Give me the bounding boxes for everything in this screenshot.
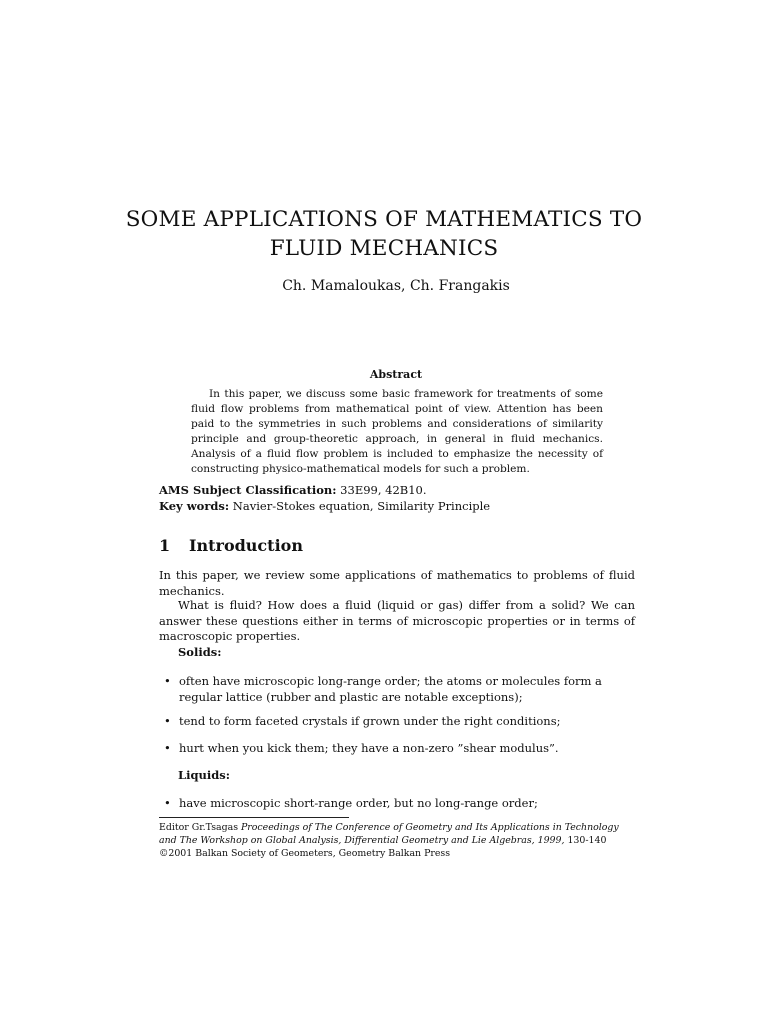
footnote-editor: Editor Gr.Tsagas bbox=[159, 822, 241, 833]
bullet-icon: • bbox=[164, 674, 171, 688]
bullet-icon: • bbox=[164, 741, 171, 755]
footnote-rule bbox=[159, 817, 349, 818]
liquids-label: Liquids: bbox=[178, 768, 230, 782]
footnote-copyright: ©2001 Balkan Society of Geometers, Geometry Balkan Press bbox=[159, 848, 451, 859]
section-heading bbox=[159, 536, 303, 555]
section-number: 1 bbox=[159, 536, 171, 555]
list-item: • often have microscopic long-range order; the atoms or molecules form a regular lattice (rubber and plastic are notable exceptions); bbox=[164, 674, 602, 704]
keywords-value: Navier-Stokes equation, Similarity Principle bbox=[229, 499, 491, 513]
section-title: Introduction bbox=[189, 536, 303, 555]
liquids-list bbox=[164, 796, 635, 812]
list-item: • tend to form faceted crystals if grown under the right conditions; bbox=[164, 714, 561, 728]
footnote-proceedings: Proceedings of The Conference of Geometry and Its Applications in Technology and The Workshop on Global Analysis, Differential Geometry and Lie Algebras, 1999, bbox=[159, 822, 619, 846]
footnote bbox=[159, 821, 639, 860]
intro-paragraph-1: In this paper, we review some applications of mathematics to problems of fluid mechanics. bbox=[159, 568, 635, 598]
solids-label: Solids: bbox=[178, 645, 222, 659]
paper-title bbox=[0, 205, 768, 263]
solids-list bbox=[164, 741, 635, 757]
footnote-pages: 130-140 bbox=[564, 835, 607, 846]
keywords-label: Key words: bbox=[159, 499, 230, 513]
ams-value: 33E99, 42B10. bbox=[336, 483, 427, 497]
keywords bbox=[159, 498, 490, 514]
solids-list bbox=[164, 714, 635, 730]
abstract-text: In this paper, we discuss some basic framework for treatments of some fluid flow problems from mathematical point of view. Attention has been paid to the symmetries in such problems and considerations of similarity principle and group-theoretic approach, in general in fluid mechanics. Analysis of a fluid flow problem is included to emphasize the necessity of constructing physico-mathematical models for such a problem. bbox=[191, 388, 603, 475]
title-line-2: FLUID MECHANICS bbox=[269, 236, 499, 261]
classification-block bbox=[159, 482, 490, 514]
bullet-icon: • bbox=[164, 714, 171, 728]
list-item: • have microscopic short-range order, but no long-range order; bbox=[164, 796, 538, 810]
solids-list bbox=[164, 674, 635, 705]
authors: Ch. Mamaloukas, Ch. Frangakis bbox=[282, 278, 510, 294]
list-item: • hurt when you kick them; they have a non-zero ”shear modulus”. bbox=[164, 741, 559, 755]
title-line-1: SOME APPLICATIONS OF MATHEMATICS TO bbox=[125, 207, 643, 232]
ams-label: AMS Subject Classification: bbox=[159, 483, 337, 497]
intro-paragraph-2: What is fluid? How does a fluid (liquid or gas) differ from a solid? We can answer these questions either in terms of microscopic properties or in terms of macroscopic properties. bbox=[159, 598, 635, 643]
abstract-heading: Abstract bbox=[369, 368, 423, 381]
ams-classification bbox=[159, 482, 490, 498]
bullet-icon: • bbox=[164, 796, 171, 810]
